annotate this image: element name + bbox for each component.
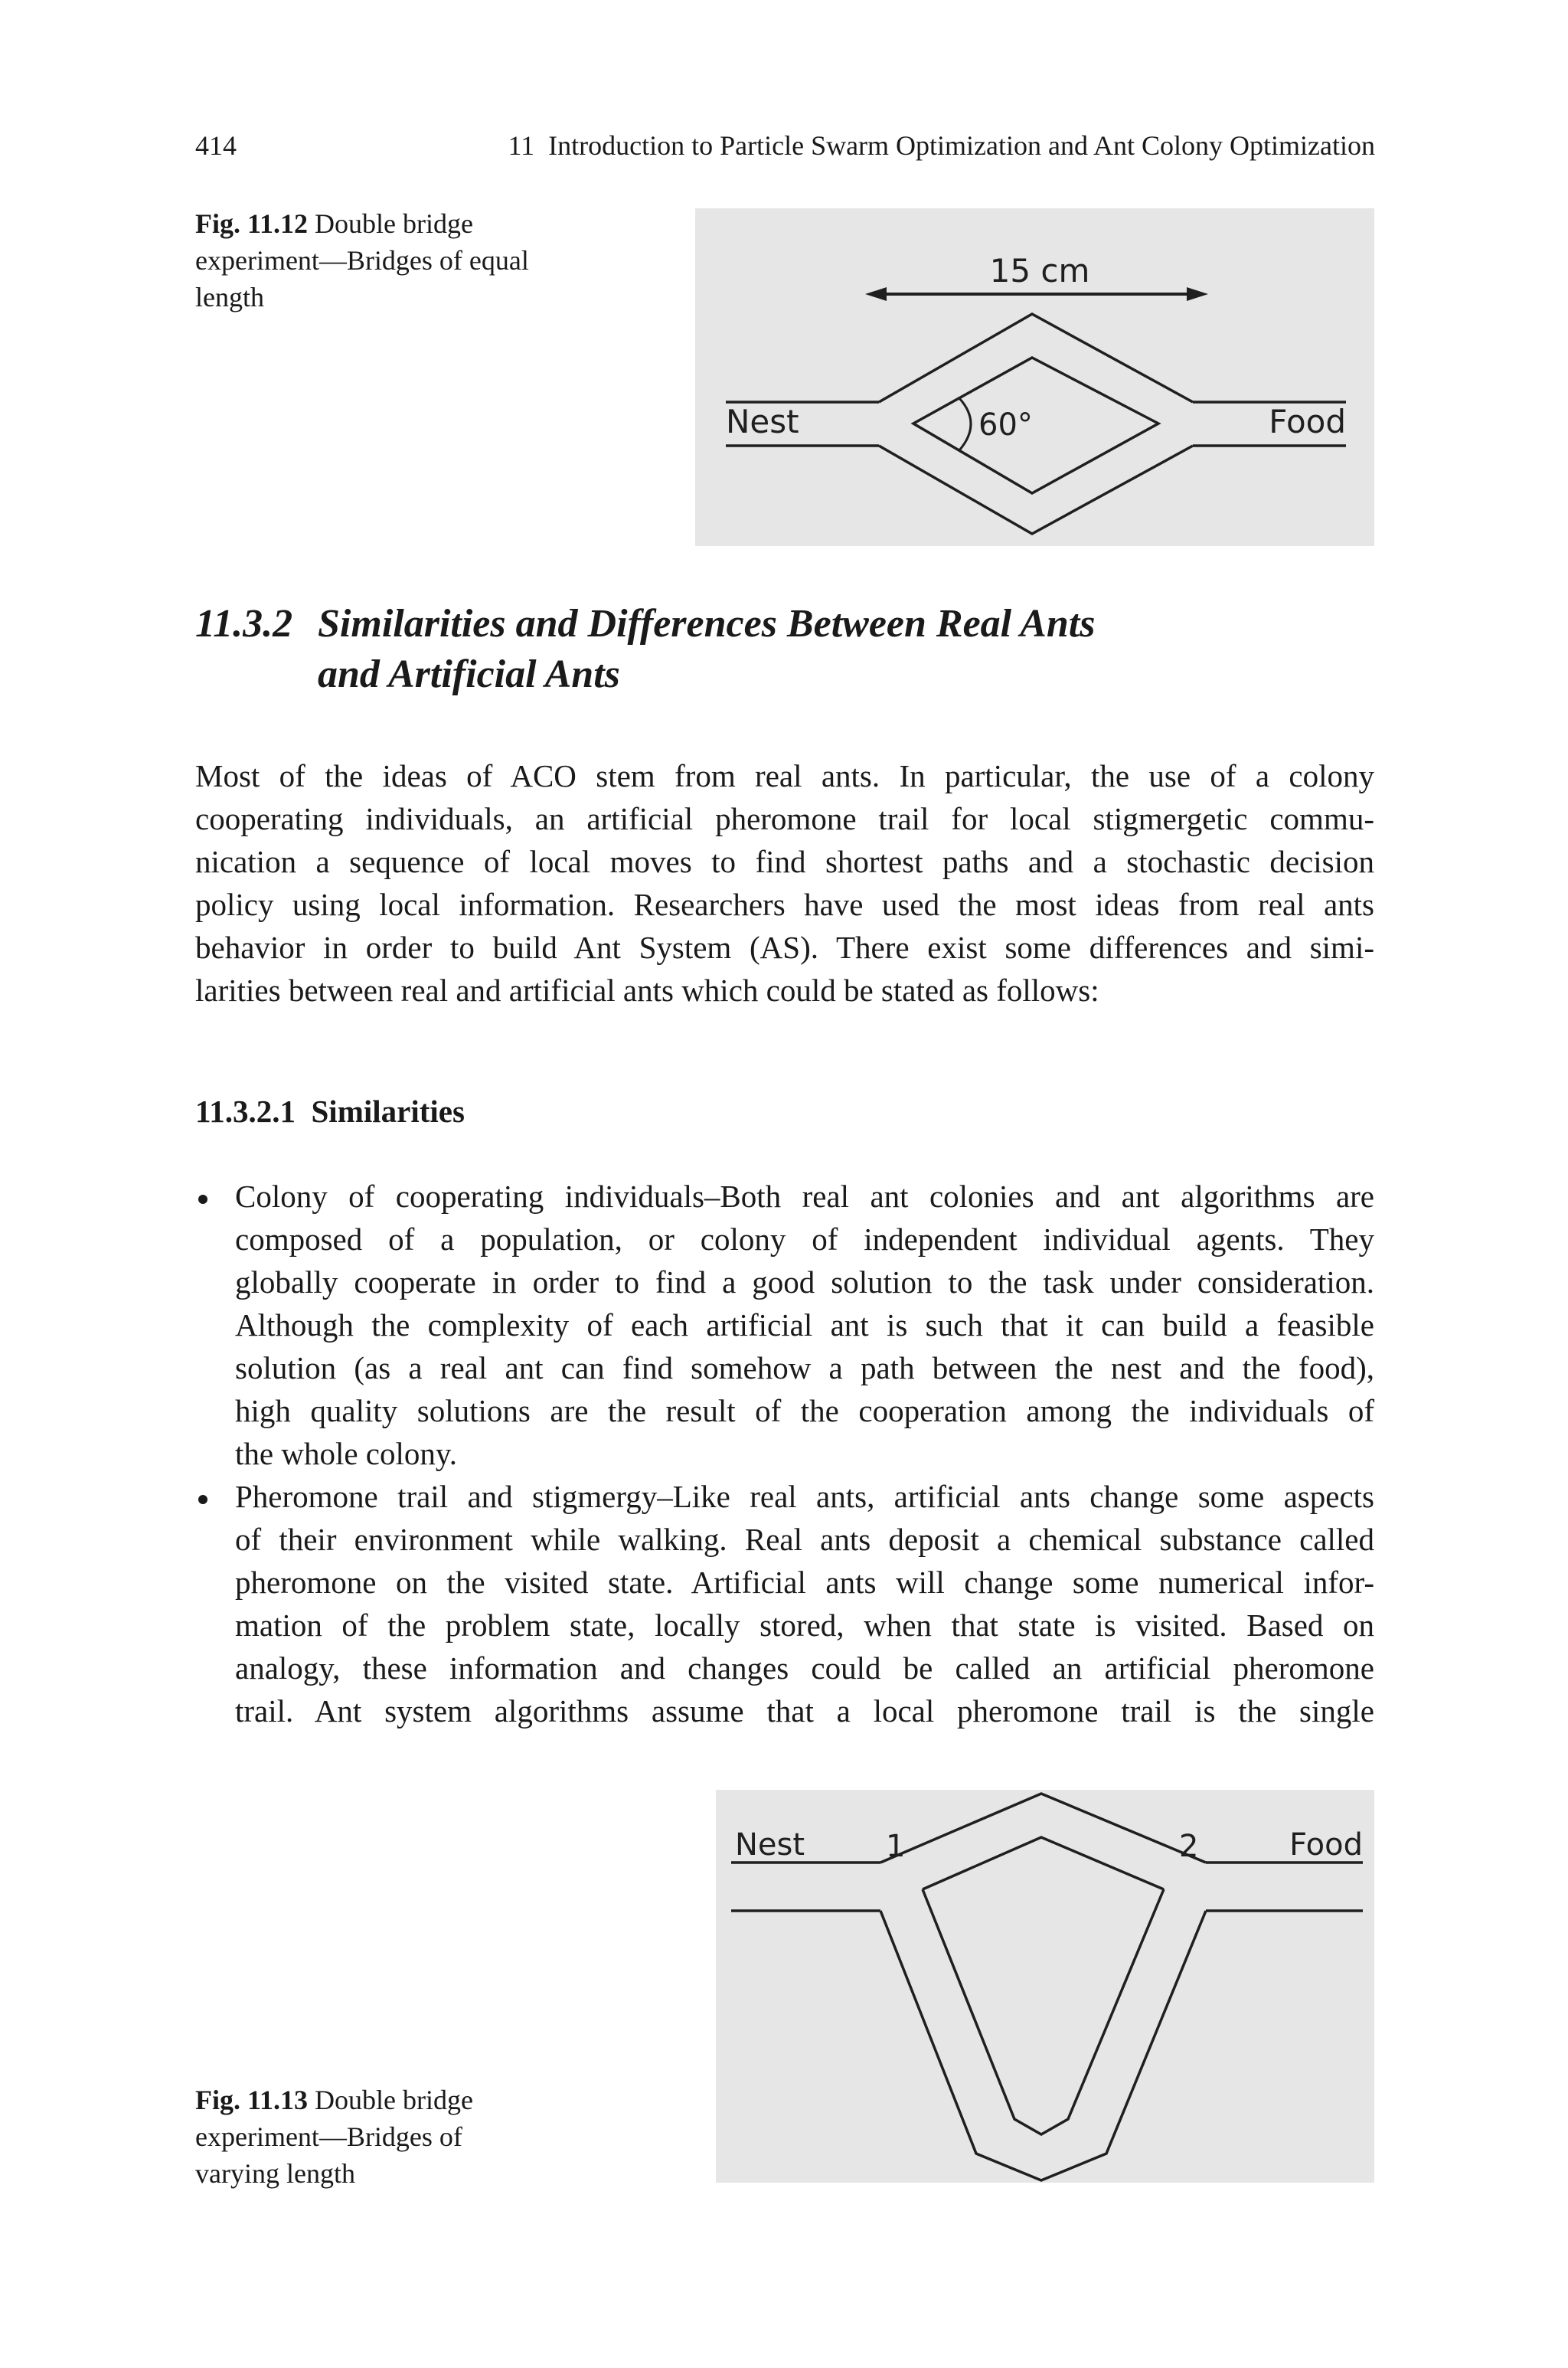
paragraph-line: nication a sequence of local moves to find shortest paths and a stochastic decision: [195, 844, 1374, 879]
list-item-line: of their environment while walking. Real ants deposit a chemical substance called: [235, 1522, 1374, 1557]
figure-caption-text: Double bridge experiment—Bridges of equal length: [195, 208, 529, 312]
paragraph-line: behavior in order to build Ant System (AS). There exist some differences and simi-: [195, 930, 1374, 965]
nest-label: Nest: [735, 1827, 805, 1863]
upper-bridge-outer: [879, 314, 1193, 402]
dimension-label: 15 cm: [989, 252, 1090, 289]
list-item-line: solution (as a real ant can find somehow a path between the nest and the food),: [235, 1350, 1374, 1385]
figure-caption-11-12: [195, 205, 532, 316]
figure-label: Fig. 11.12: [195, 208, 309, 239]
section-title-line1: Similarities and Differences Between Real Ants: [318, 602, 1096, 646]
double-bridge-equal-diagram: [695, 208, 1374, 546]
short-bridge-outer: [880, 1794, 1206, 1863]
paragraph-line: policy using local information. Researchers have used the most ideas from real ants: [195, 887, 1374, 922]
bullet-icon: [198, 1495, 207, 1504]
bridge-inner-diamond: [913, 358, 1158, 493]
subsection-heading: [195, 1090, 465, 1133]
long-bridge-outer: [880, 1911, 1206, 2180]
list-item-line: globally cooperate in order to find a good solution to the task under consideration.: [235, 1264, 1374, 1300]
section-number: 11.3.2: [195, 602, 293, 646]
intro-paragraph: [195, 754, 1374, 1012]
nest-label: Nest: [726, 403, 799, 440]
similarities-list: [195, 1175, 1374, 1732]
subsection-number: 11.3.2.1: [195, 1094, 296, 1129]
paragraph-line: cooperating individuals, an artificial pheromone trail for local stigmergetic commu-: [195, 801, 1374, 836]
section-heading: [195, 599, 1095, 700]
node-1-label: 1: [886, 1829, 906, 1864]
list-item-line: composed of a population, or colony of independent individual agents. They: [235, 1222, 1374, 1257]
list-item-line: Colony of cooperating individuals–Both real ant colonies and ant algorithms are: [235, 1179, 1374, 1214]
list-item-line: pheromone on the visited state. Artificial ants will change some numerical infor-: [235, 1565, 1374, 1600]
food-label: Food: [1289, 1827, 1363, 1863]
list-item-line: analogy, these information and changes could be called an artificial pheromone: [235, 1650, 1374, 1686]
arrow-head-left: [865, 287, 887, 301]
angle-arc: [959, 398, 971, 450]
list-item-line: mation of the problem state, locally stored, when that state is visited. Based on: [235, 1608, 1374, 1643]
figure-double-bridge-varying: [716, 1790, 1374, 2183]
figure-caption-11-13: [195, 2082, 532, 2192]
short-bridge-inner: [923, 1837, 1164, 1889]
list-item-line: Pheromone trail and stigmergy–Like real ants, artificial ants change some aspects: [235, 1479, 1374, 1514]
node-2-label: 2: [1179, 1829, 1199, 1864]
figure-caption-text: Double bridge experiment—Bridges of varying length: [195, 2085, 473, 2189]
figure-double-bridge-equal: [695, 208, 1374, 546]
figure-label: Fig. 11.13: [195, 2085, 309, 2115]
list-item-line: Although the complexity of each artificial ant is such that it can build a feasible: [235, 1307, 1374, 1343]
paragraph-line: Most of the ideas of ACO stem from real ants. In particular, the use of a colony: [195, 758, 1374, 793]
paragraph-line: larities between real and artificial ants which could be stated as follows:: [195, 973, 1099, 1008]
arrow-head-right: [1187, 287, 1208, 301]
bullet-icon: [198, 1195, 207, 1204]
running-title: 11 Introduction to Particle Swarm Optimization and Ant Colony Optimization: [508, 130, 1375, 161]
angle-label: 60°: [978, 407, 1033, 443]
food-label: Food: [1269, 403, 1346, 440]
subsection-title: Similarities: [311, 1094, 465, 1129]
list-item: [195, 1475, 1374, 1732]
section-title-line2: and Artificial Ants: [318, 653, 620, 696]
page-number: 414: [195, 130, 237, 161]
long-bridge-inner: [923, 1889, 1164, 2134]
list-item-line: the whole colony.: [235, 1436, 457, 1471]
list-item-line: trail. Ant system algorithms assume that a local pheromone trail is the single: [235, 1693, 1374, 1729]
list-item: [195, 1175, 1374, 1475]
list-item-line: high quality solutions are the result of the cooperation among the individuals of: [235, 1393, 1374, 1428]
double-bridge-varying-diagram: [716, 1790, 1374, 2183]
